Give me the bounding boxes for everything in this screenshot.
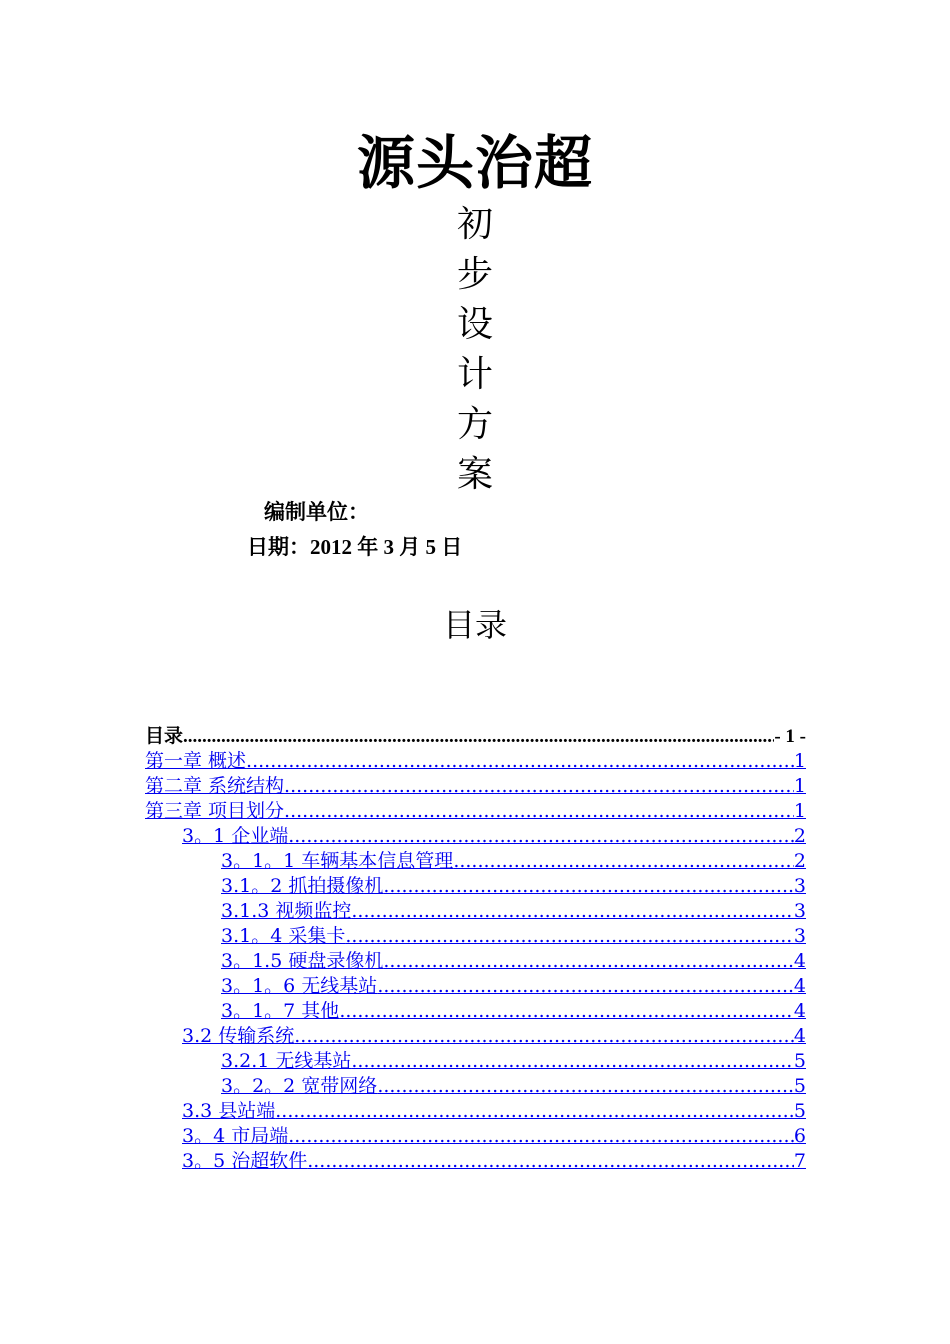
toc-entry-label: 3.2 传输系统 [182, 1025, 295, 1047]
toc-dot-leader [377, 974, 794, 999]
toc-entry [145, 724, 806, 749]
toc-entry-link[interactable] [145, 1074, 806, 1099]
toc-page-number: 5 [793, 1050, 806, 1072]
toc-entry-label: 3。5 治超软件 [182, 1150, 308, 1172]
toc-entry-label: 目录 [145, 726, 184, 747]
toc-page-number: 4 [793, 1025, 806, 1047]
date-month: 3 [383, 535, 394, 559]
toc-entry-link[interactable] [145, 824, 806, 849]
date-prefix: 日期： [247, 535, 310, 559]
toc-page-number: 2 [793, 850, 806, 872]
toc-dot-leader [246, 749, 794, 774]
toc-dot-leader [351, 899, 794, 924]
toc-entry-label: 3。1.5 硬盘录像机 [221, 950, 384, 972]
toc-dot-leader [453, 849, 794, 874]
toc-entry-link[interactable] [145, 774, 806, 799]
subtitle-char: 步 [456, 254, 493, 295]
toc-entry-label: 3.2.1 无线基站 [221, 1050, 352, 1072]
toc-entry-label: 3.1。4 采集卡 [221, 925, 346, 947]
date-day-unit: 日 [441, 535, 463, 559]
toc-entry-link[interactable] [145, 749, 806, 774]
toc-entry-label: 3。2。2 宽带网络 [221, 1075, 378, 1097]
toc-entry-label: 3.1.3 视频监控 [221, 900, 352, 922]
toc-page-number: 2 [793, 825, 806, 847]
toc-entry-link[interactable] [145, 874, 806, 899]
toc-entry-label: 第三章 项目划分 [145, 800, 285, 822]
toc-page-number: 4 [793, 975, 806, 997]
toc-entry-label: 3。4 市局端 [182, 1125, 289, 1147]
toc-entry-label: 3。1。7 其他 [221, 1000, 340, 1022]
toc-dot-leader [351, 1049, 794, 1074]
toc-page-number: 4 [793, 1000, 806, 1022]
vertical-subtitle [450, 200, 500, 500]
toc-dot-leader [383, 949, 794, 974]
date-day: 5 [425, 535, 436, 559]
toc-page-number: 4 [793, 950, 806, 972]
toc-entry-label: 第二章 系统结构 [145, 775, 285, 797]
toc-dot-leader [294, 1024, 794, 1049]
toc-entry-link[interactable] [145, 899, 806, 924]
toc-entry-link[interactable] [145, 1099, 806, 1124]
toc-page-number: 1 [793, 775, 806, 797]
toc-entry-link[interactable] [145, 1149, 806, 1174]
toc-dot-leader [307, 1149, 794, 1174]
toc-dot-leader [345, 924, 794, 949]
toc-dot-leader [183, 724, 774, 749]
document-title: 源头治超 [356, 129, 593, 197]
toc-entry-label: 第一章 概述 [145, 750, 247, 772]
toc-page-number: - 1 - [774, 726, 806, 747]
subtitle-char: 方 [456, 404, 493, 445]
date-line [247, 532, 462, 562]
toc-entry-link[interactable] [145, 999, 806, 1024]
toc-entry-label: 3。1 企业端 [182, 825, 289, 847]
toc-dot-leader [284, 774, 794, 799]
toc-dot-leader [288, 1124, 794, 1149]
toc-entry-label: 3。1。6 无线基站 [221, 975, 378, 997]
toc-dot-leader [377, 1074, 794, 1099]
toc-entry-link[interactable] [145, 949, 806, 974]
toc-page-number: 7 [793, 1150, 806, 1172]
subtitle-char: 设 [456, 304, 493, 345]
toc-page-number: 1 [793, 750, 806, 772]
toc-dot-leader [383, 874, 794, 899]
table-of-contents [145, 724, 806, 1174]
toc-page-number: 5 [793, 1075, 806, 1097]
toc-dot-leader [284, 799, 794, 824]
toc-dot-leader [288, 824, 794, 849]
toc-entry-link[interactable] [145, 1049, 806, 1074]
toc-heading: 目录 [442, 606, 507, 644]
toc-dot-leader [339, 999, 794, 1024]
toc-entry-label: 3.1。2 抓拍摄像机 [221, 875, 384, 897]
toc-entry-link[interactable] [145, 974, 806, 999]
subtitle-char: 初 [456, 204, 493, 245]
subtitle-char: 计 [456, 354, 493, 395]
toc-entry-link[interactable] [145, 1124, 806, 1149]
toc-entry-link[interactable] [145, 849, 806, 874]
toc-page-number: 3 [793, 925, 806, 947]
date-year-unit: 年 [357, 535, 379, 559]
toc-entry-link[interactable] [145, 799, 806, 824]
toc-page-number: 6 [793, 1125, 806, 1147]
toc-page-number: 3 [793, 900, 806, 922]
date-month-unit: 月 [399, 535, 421, 559]
toc-page-number: 5 [793, 1100, 806, 1122]
toc-entry-label: 3.3 县站端 [182, 1100, 276, 1122]
toc-entry-label: 3。1。1 车辆基本信息管理 [221, 850, 454, 872]
compiling-unit-label: 编制单位： [264, 500, 369, 524]
toc-entry-link[interactable] [145, 924, 806, 949]
date-year: 2012 [310, 535, 352, 559]
toc-dot-leader [275, 1099, 794, 1124]
toc-page-number: 3 [793, 875, 806, 897]
toc-page-number: 1 [793, 800, 806, 822]
subtitle-char: 案 [456, 454, 493, 495]
toc-entry-link[interactable] [145, 1024, 806, 1049]
